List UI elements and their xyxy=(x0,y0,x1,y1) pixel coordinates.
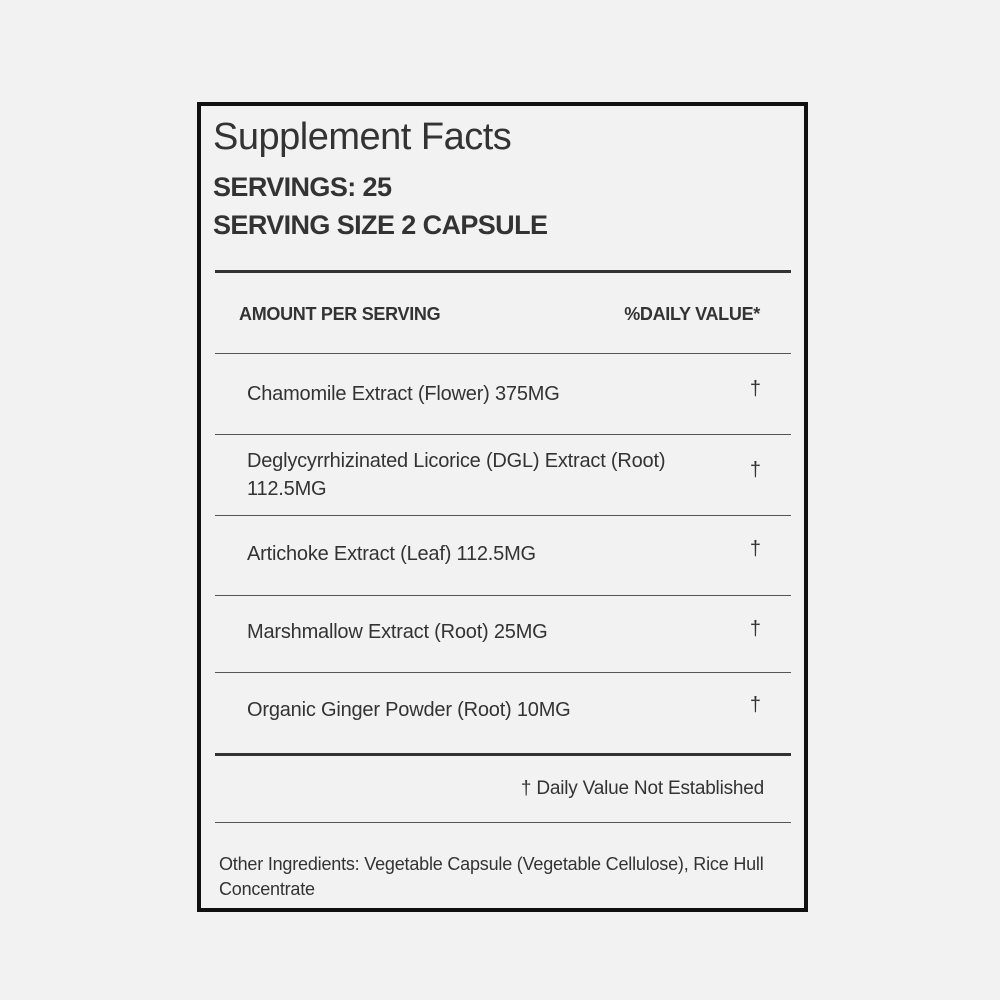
ingredient-name: Deglycyrrhizinated Licorice (DGL) Extract (Root) 112.5MG xyxy=(247,450,666,500)
divider-thick-bottom xyxy=(215,753,791,756)
divider-footnote xyxy=(215,822,791,823)
ingredient-row xyxy=(215,354,791,434)
divider-thick-top xyxy=(215,270,791,273)
ingredient-row xyxy=(215,596,791,672)
serving-size: SERVING SIZE 2 CAPSULE xyxy=(213,210,548,240)
other-ingredients: Other Ingredients: Vegetable Capsule (Vegetable Cellulose), Rice Hull Concentrate xyxy=(219,854,764,899)
daily-value-footnote: † Daily Value Not Established xyxy=(520,778,764,799)
ingredient-row xyxy=(215,673,791,753)
ingredient-name: Organic Ginger Powder (Root) 10MG xyxy=(247,699,571,721)
ingredient-name: Marshmallow Extract (Root) 25MG xyxy=(247,621,548,643)
ingredient-row xyxy=(215,435,791,515)
ingredient-daily-value: † xyxy=(749,459,761,481)
servings-count: SERVINGS: 25 xyxy=(213,172,392,202)
ingredient-daily-value: † xyxy=(749,538,761,560)
ingredient-row xyxy=(215,516,791,595)
label-title: Supplement Facts xyxy=(213,116,512,158)
ingredient-daily-value: † xyxy=(749,694,761,716)
ingredient-daily-value: † xyxy=(749,618,761,640)
ingredient-name: Chamomile Extract (Flower) 375MG xyxy=(247,383,560,405)
ingredient-daily-value: † xyxy=(749,378,761,400)
header-amount-per-serving: AMOUNT PER SERVING xyxy=(239,304,441,324)
ingredient-name: Artichoke Extract (Leaf) 112.5MG xyxy=(247,543,536,565)
header-daily-value: %DAILY VALUE* xyxy=(624,304,760,324)
supplement-facts-panel xyxy=(197,102,808,912)
